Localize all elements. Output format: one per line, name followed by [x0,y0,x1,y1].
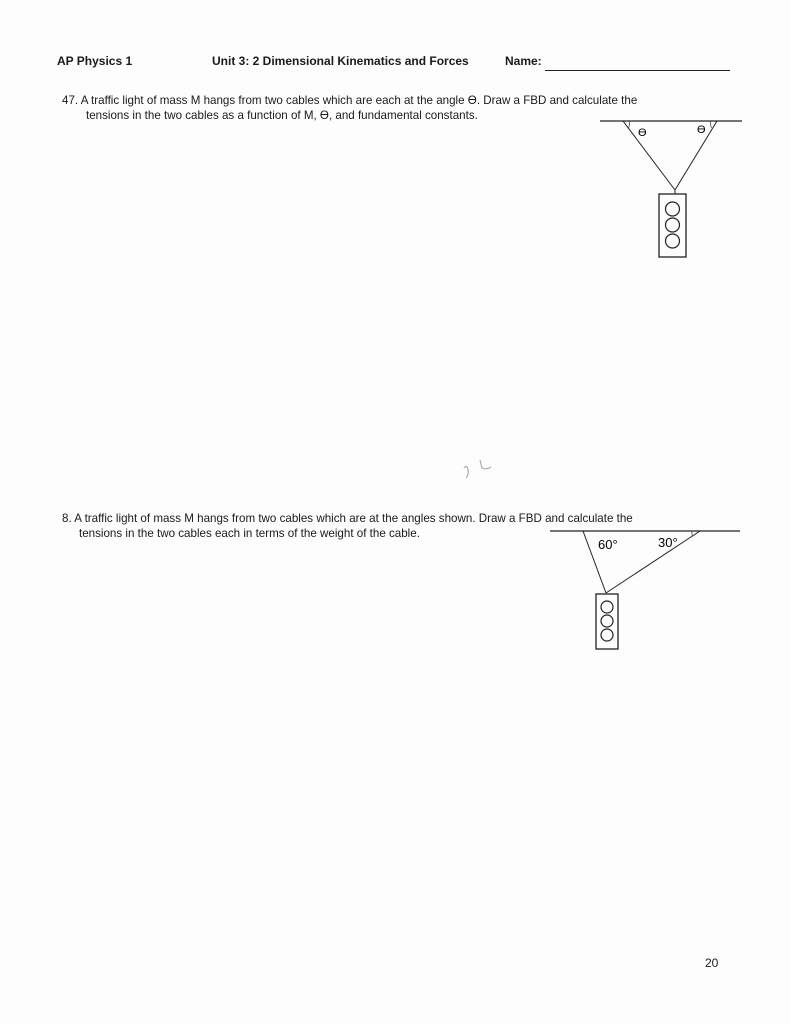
question-47 [62,93,637,123]
question-text-line2: tensions in the two cables each in terms of the weight of the cable. [79,527,420,540]
light-lens-top [666,202,680,216]
light-lens-top [601,601,613,613]
right-cable [675,121,717,190]
traffic-light-diagram-47 [595,112,745,264]
right-angle-label: ϴ [697,124,706,136]
name-blank-line[interactable] [545,70,730,71]
right-angle-arc [711,121,712,128]
light-lens-bottom [601,629,613,641]
right-cable [606,531,700,593]
stray-pencil-mark [458,454,498,484]
right-angle-arc [692,531,693,536]
right-angle-label: 30° [658,535,678,550]
traffic-light-diagram-8 [548,524,748,654]
course-title: AP Physics 1 [57,54,133,68]
light-lens-middle [601,615,613,627]
question-text-line2: tensions in the two cables as a function of M, ϴ, and fundamental constants. [86,109,478,122]
question-number: 8. [62,512,72,525]
left-angle-label: ϴ [638,127,647,139]
name-label: Name: [505,54,542,68]
unit-title: Unit 3: 2 Dimensional Kinematics and Forces [212,54,469,68]
left-angle-label: 60° [598,537,618,552]
question-text-line1: A traffic light of mass M hangs from two cables which are at the angles shown. Draw a FBD and calculate the [74,512,633,525]
page-number: 20 [705,956,719,970]
question-number: 47. [62,94,79,107]
left-cable [623,121,675,190]
left-angle-arc [629,121,630,128]
light-lens-middle [666,218,680,232]
light-lens-bottom [666,234,680,248]
question-text-line1: A traffic light of mass M hangs from two cables which are each at the angle ϴ. Draw a FBD and calculate the [80,94,638,107]
